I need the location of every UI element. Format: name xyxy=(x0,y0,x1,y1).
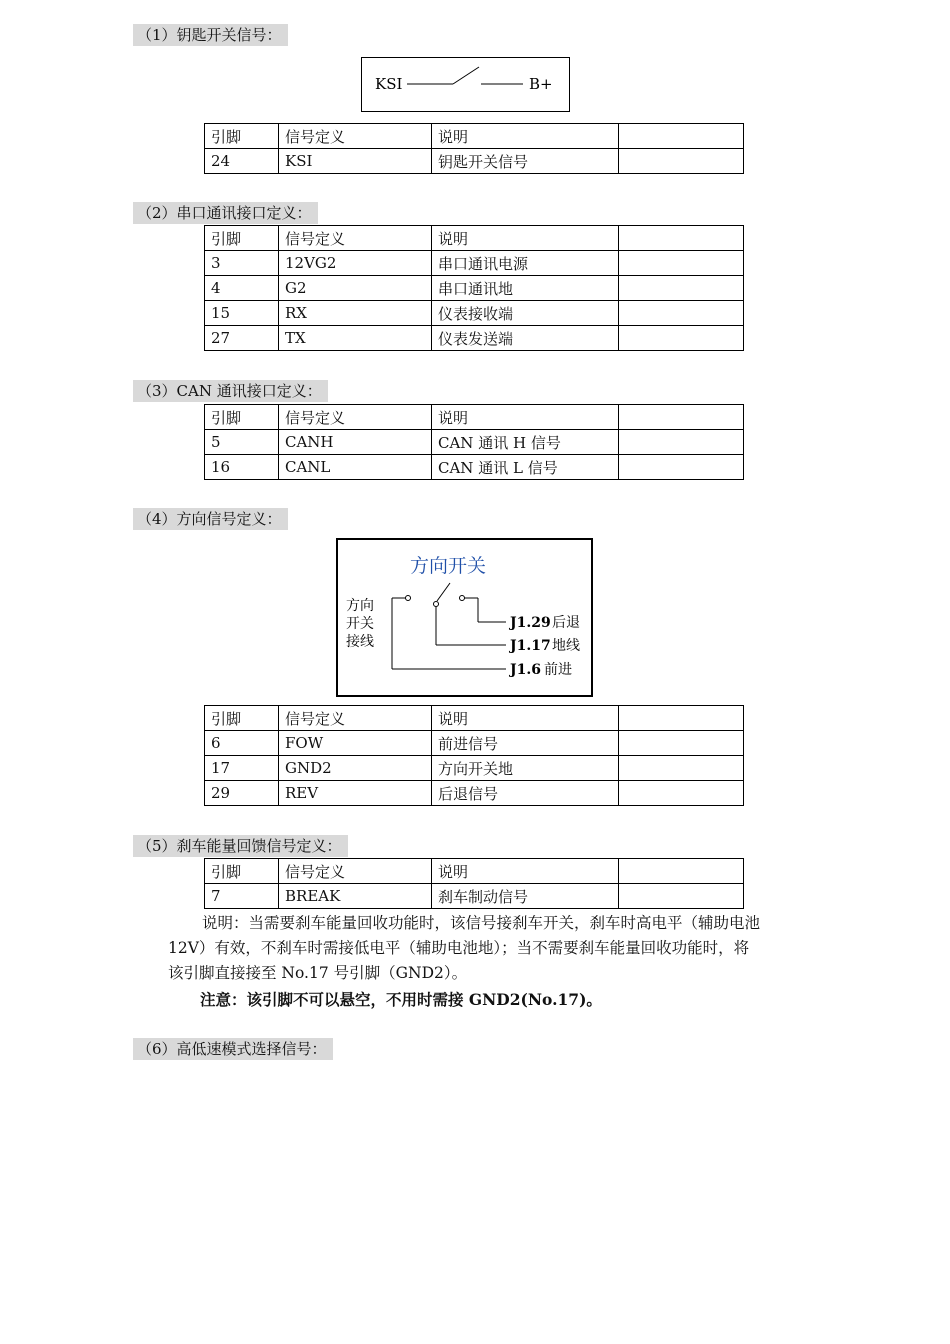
section-heading-serial: （2）串口通讯接口定义： xyxy=(133,202,318,224)
cell-description: 仪表发送端 xyxy=(432,326,619,351)
cell-pin: 27 xyxy=(205,326,279,351)
cell-signal: REV xyxy=(279,781,432,806)
header-extra xyxy=(619,124,744,149)
table-row xyxy=(205,149,744,174)
cell-description: 钥匙开关信号 xyxy=(432,149,619,174)
cell-description: 方向开关地 xyxy=(432,756,619,781)
cell-extra xyxy=(619,326,744,351)
section-heading-direction: （4）方向信号定义： xyxy=(133,508,288,530)
direction-table xyxy=(204,705,744,806)
brake-note-line-2: 12V）有效，不刹车时需接低电平（辅助电池地）；当不需要刹车能量回收功能时，将 xyxy=(168,939,750,957)
ksi-diagram-left-label: KSI xyxy=(375,75,403,93)
table-row xyxy=(205,455,744,480)
table-row xyxy=(205,276,744,301)
header-pin: 引脚 xyxy=(205,226,279,251)
pin-label-j1-6-id: J1.6 xyxy=(510,662,541,678)
header-pin: 引脚 xyxy=(205,124,279,149)
serial-table xyxy=(204,225,744,351)
table-row xyxy=(205,251,744,276)
section-heading-brake: （5）刹车能量回馈信号定义： xyxy=(133,835,348,857)
cell-signal: RX xyxy=(279,301,432,326)
pin-label-j1-29-name: 后退 xyxy=(552,615,580,631)
header-pin: 引脚 xyxy=(205,859,279,884)
cell-extra xyxy=(619,781,744,806)
cell-pin: 24 xyxy=(205,149,279,174)
cell-extra xyxy=(619,276,744,301)
pin-label-j1-17-name: 地线 xyxy=(552,638,580,654)
brake-table xyxy=(204,858,744,909)
ksi-table xyxy=(204,123,744,174)
cell-description: CAN 通讯 H 信号 xyxy=(432,430,619,455)
table-header-row xyxy=(205,405,744,430)
cell-signal: CANL xyxy=(279,455,432,480)
header-description: 说明 xyxy=(432,859,619,884)
cell-signal: BREAK xyxy=(279,884,432,909)
table-header-row xyxy=(205,706,744,731)
cell-extra xyxy=(619,301,744,326)
cell-signal: G2 xyxy=(279,276,432,301)
table-row xyxy=(205,781,744,806)
table-row xyxy=(205,326,744,351)
direction-side-label-3: 接线 xyxy=(346,634,374,650)
cell-pin: 29 xyxy=(205,781,279,806)
table-header-row xyxy=(205,124,744,149)
ksi-switch-diagram xyxy=(361,57,571,113)
header-description: 说明 xyxy=(432,405,619,430)
pin-label-j1-29-id: J1.29 xyxy=(510,615,551,631)
cell-description: CAN 通讯 L 信号 xyxy=(432,455,619,480)
cell-pin: 3 xyxy=(205,251,279,276)
header-signal: 信号定义 xyxy=(279,226,432,251)
table-header-row xyxy=(205,859,744,884)
header-signal: 信号定义 xyxy=(279,124,432,149)
cell-signal: KSI xyxy=(279,149,432,174)
cell-description: 仪表接收端 xyxy=(432,301,619,326)
pin-label-j1-17-id: J1.17 xyxy=(510,638,551,654)
table-header-row xyxy=(205,226,744,251)
cell-pin: 16 xyxy=(205,455,279,480)
header-signal: 信号定义 xyxy=(279,859,432,884)
direction-switch-diagram xyxy=(336,538,594,698)
header-signal: 信号定义 xyxy=(279,405,432,430)
table-row xyxy=(205,756,744,781)
direction-diagram-title: 方向开关 xyxy=(410,555,487,577)
header-extra xyxy=(619,226,744,251)
section-heading-speed-mode: （6）高低速模式选择信号： xyxy=(133,1038,333,1060)
table-row xyxy=(205,301,744,326)
section-heading-can: （3）CAN 通讯接口定义： xyxy=(133,380,328,402)
header-signal: 信号定义 xyxy=(279,706,432,731)
table-row xyxy=(205,430,744,455)
cell-description: 刹车制动信号 xyxy=(432,884,619,909)
cell-extra xyxy=(619,731,744,756)
header-description: 说明 xyxy=(432,706,619,731)
table-row xyxy=(205,731,744,756)
can-table xyxy=(204,404,744,480)
cell-description: 串口通讯地 xyxy=(432,276,619,301)
pin-label-j1-6-name: 前进 xyxy=(544,662,572,678)
cell-extra xyxy=(619,756,744,781)
cell-signal: 12VG2 xyxy=(279,251,432,276)
header-extra xyxy=(619,706,744,731)
cell-description: 前进信号 xyxy=(432,731,619,756)
header-extra xyxy=(619,405,744,430)
header-description: 说明 xyxy=(432,226,619,251)
cell-pin: 6 xyxy=(205,731,279,756)
cell-signal: CANH xyxy=(279,430,432,455)
brake-note-line-3: 该引脚直接接至 No.17 号引脚（GND2）。 xyxy=(168,964,468,982)
header-description: 说明 xyxy=(432,124,619,149)
cell-pin: 4 xyxy=(205,276,279,301)
header-pin: 引脚 xyxy=(205,706,279,731)
cell-signal: TX xyxy=(279,326,432,351)
header-extra xyxy=(619,859,744,884)
cell-description: 后退信号 xyxy=(432,781,619,806)
direction-side-label-2: 开关 xyxy=(346,616,374,632)
ksi-diagram-right-label: B+ xyxy=(529,75,553,93)
cell-pin: 15 xyxy=(205,301,279,326)
cell-extra xyxy=(619,455,744,480)
section-heading-ksi: （1）钥匙开关信号： xyxy=(133,24,288,46)
header-pin: 引脚 xyxy=(205,405,279,430)
cell-signal: FOW xyxy=(279,731,432,756)
direction-side-label-1: 方向 xyxy=(346,598,374,614)
brake-note-line-1: 说明：当需要刹车能量回收功能时，该信号接刹车开关，刹车时高电平（辅助电池 xyxy=(202,914,761,932)
cell-extra xyxy=(619,149,744,174)
cell-pin: 17 xyxy=(205,756,279,781)
table-row xyxy=(205,884,744,909)
cell-pin: 7 xyxy=(205,884,279,909)
cell-extra xyxy=(619,884,744,909)
cell-extra xyxy=(619,251,744,276)
cell-extra xyxy=(619,430,744,455)
brake-warning: 注意：该引脚不可以悬空，不用时需接 GND2(No.17)。 xyxy=(200,990,602,1009)
cell-description: 串口通讯电源 xyxy=(432,251,619,276)
cell-signal: GND2 xyxy=(279,756,432,781)
cell-pin: 5 xyxy=(205,430,279,455)
